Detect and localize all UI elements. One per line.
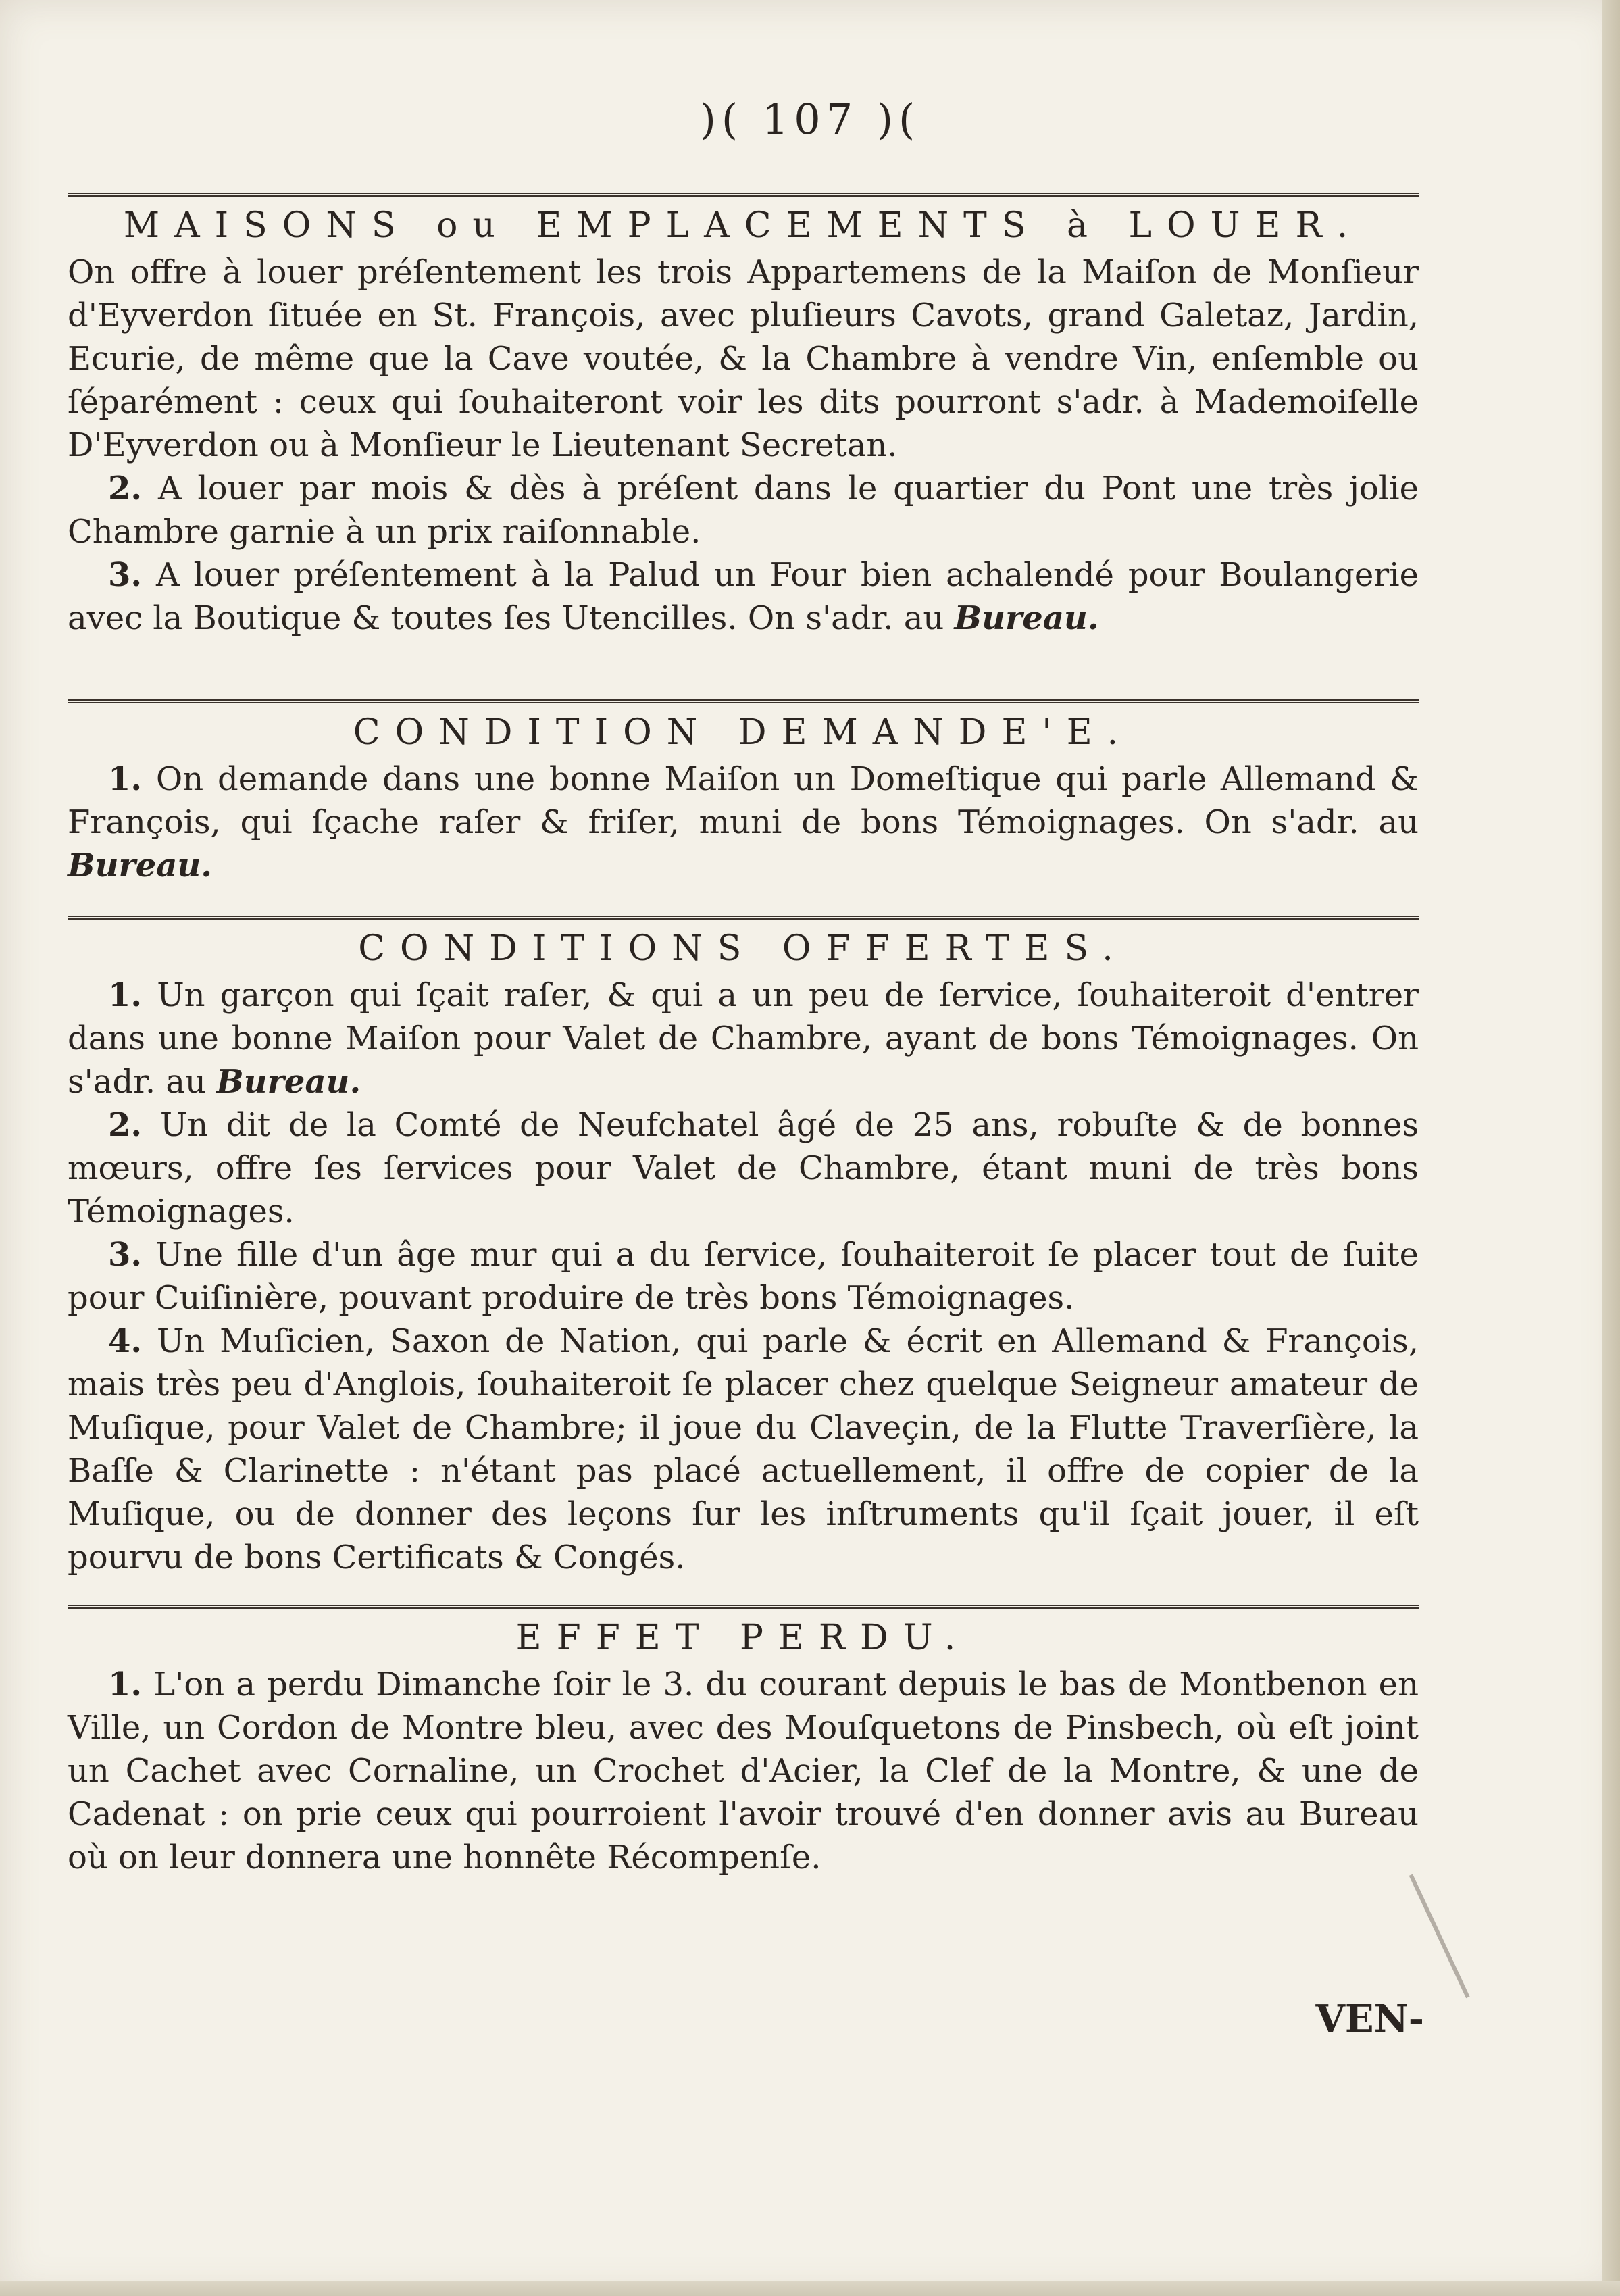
paragraph-number: 3.	[108, 1236, 143, 1274]
office-reference: Bureau.	[216, 1063, 361, 1101]
paragraph-text: A louer par mois & dès à préſent dans le quartier du Pont une très jolie Chambre garnie à un prix raiſonnable.	[68, 470, 1419, 551]
paragraph-text: On offre à louer préſentement les trois Appartemens de la Maiſon de Monſieur d'Eyverdon ſituée en St. François, avec pluſieurs Cavots, grand Galetaz, Jardin, Ecurie, de même que la Cave voutée, & la Chambre à vendre Vin, enſemble ou ſéparément : ceux qui ſouhaiteront voir les dits pourront s'adr. à Mademoiſelle D'Eyverdon ou à Monſieur le Lieutenant Secretan.	[68, 253, 1419, 464]
page-edge-bottom	[0, 2281, 1620, 2296]
paragraph-number: 2.	[108, 1106, 143, 1144]
paragraph-number: 1.	[108, 1666, 143, 1703]
paragraph-number: 1.	[108, 760, 143, 798]
paragraph	[68, 1103, 1419, 1233]
section-heading: EFFET PERDU.	[515, 1618, 971, 1658]
section-effet-perdu	[68, 1605, 1419, 1879]
paragraph-text: Un dit de la Comté de Neufchatel âgé de 25 ans, robuſte & de bonnes mœurs, offre ſes ſervices pour Valet de Chambre, étant muni de très bons Témoignages.	[68, 1106, 1419, 1230]
section-rule	[68, 699, 1419, 703]
section-rule	[68, 1605, 1419, 1609]
ink-mark	[1409, 1840, 1544, 1999]
paragraph	[68, 467, 1419, 553]
catchword: VEN-	[1315, 1997, 1424, 2041]
section-heading: CONDITIONS OFFERTES.	[358, 928, 1128, 969]
paragraph-number: 1.	[108, 976, 143, 1014]
paragraph-text: L'on a perdu Dimanche ſoir le 3. du courant depuis le bas de Montbenon en Ville, un Cordon de Montre bleu, avec des Mouſquetons de Pinsbech, où eſt joint un Cachet avec Cornaline, un Crochet d'Acier, la Clef de la Montre, & une de Cadenat : on prie ceux qui pourroient l'avoir trouvé d'en donner avis au Bureau où on leur donnera une honnête Récompenſe.	[68, 1666, 1419, 1876]
section-rule	[68, 193, 1419, 197]
paragraph	[68, 553, 1419, 640]
paragraph-number: 2.	[108, 470, 143, 507]
paragraph-number: 4.	[108, 1322, 143, 1360]
paragraph	[68, 1663, 1419, 1879]
section-conditions-offertes	[68, 916, 1419, 1579]
running-head: )( 107 )(	[699, 95, 921, 144]
paragraph-text: Un garçon qui ſçait raſer, & qui a un peu de ſervice, ſouhaiteroit d'entrer dans une bonne Maiſon pour Valet de Chambre, ayant de bons Témoignages. On s'adr. au	[68, 976, 1419, 1101]
paragraph-text: A louer préſentement à la Palud un Four bien achalendé pour Boulangerie avec la Boutique & toutes ſes Utencilles. On s'adr. au	[68, 556, 1419, 637]
paragraph	[68, 251, 1419, 467]
section-heading: CONDITION DEMANDE'E.	[353, 712, 1134, 753]
section-condition-demandee	[68, 699, 1419, 887]
office-reference: Bureau.	[954, 599, 1099, 637]
paragraph-text: Un Muſicien, Saxon de Nation, qui parle & écrit en Allemand & François, mais très peu d'Anglois, ſouhaiteroit ſe placer chez quelque Seigneur amateur de Muſique, pour Valet de Chambre; il joue du Claveçin, de la Flutte Traverſière, la Baſſe & Clarinette : n'étant pas placé actuellement, il offre de copier de la Muſique, ou de donner des leçons ſur les inſtruments qu'il ſçait jouer, il eſt pourvu de bons Certificats & Congés.	[68, 1322, 1419, 1576]
page-edge-right	[1602, 0, 1620, 2296]
office-reference: Bureau.	[68, 847, 213, 884]
section-heading: MAISONS ou EMPLACEMENTS à LOUER.	[123, 205, 1363, 246]
paragraph	[68, 974, 1419, 1103]
paragraph-text: Une fille d'un âge mur qui a du ſervice, ſouhaiteroit ſe placer tout de ſuite pour Cuiſinière, pouvant produire de très bons Témoignages.	[68, 1236, 1419, 1317]
paragraph	[68, 1320, 1419, 1579]
section-rule	[68, 916, 1419, 920]
paragraph	[68, 757, 1419, 887]
paragraph	[68, 1233, 1419, 1320]
section-maisons	[68, 193, 1419, 640]
paragraph-text: On demande dans une bonne Maiſon un Domeſtique qui parle Allemand & François, qui ſçache raſer & friſer, muni de bons Témoignages. On s'adr. au	[68, 760, 1419, 841]
paragraph-number: 3.	[108, 556, 143, 594]
